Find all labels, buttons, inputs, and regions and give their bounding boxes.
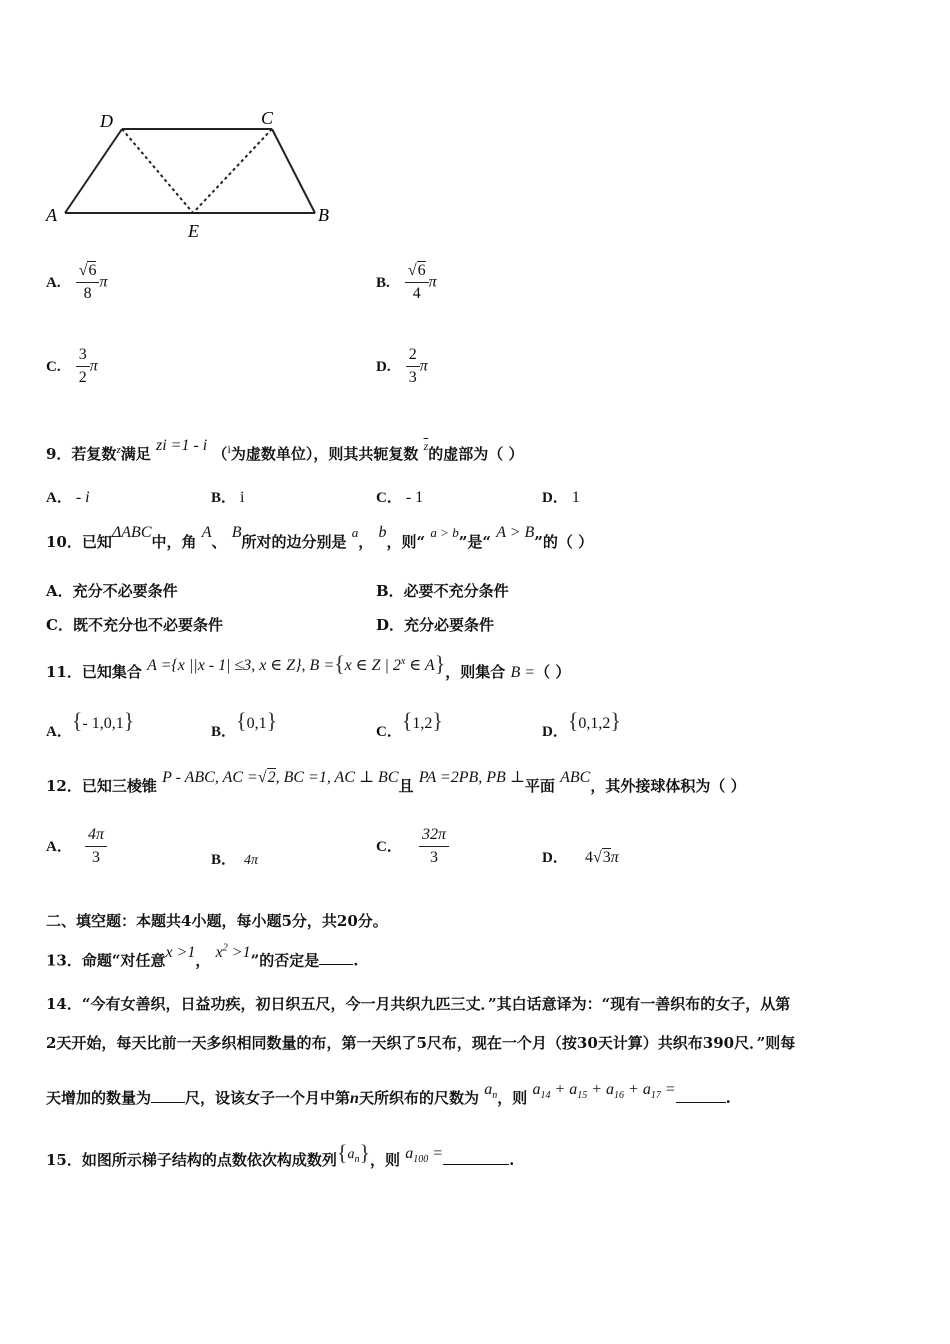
q9-option-b[interactable]: B． i — [211, 489, 245, 506]
section-heading: 二、填空题：本题共4小题，每小题5分，共20分。 — [46, 912, 388, 930]
q10-option-a[interactable]: A．充分不必要条件 — [46, 582, 178, 600]
fraction: $\frac{3}{2}$ — [76, 346, 90, 387]
edge-CB — [272, 129, 315, 213]
label-E: E — [188, 221, 199, 241]
label-C: C — [261, 108, 274, 128]
answer-blank[interactable] — [676, 1102, 726, 1103]
q9-option-d[interactable]: D． 1 — [542, 489, 580, 506]
q12-option-a[interactable]: A． $\frac{4\pi}{3}$ — [46, 826, 107, 867]
edge-DE-dashed — [122, 129, 193, 213]
q14-line1: 14．“今有女善织，日益功疾，初日织五尺，今一月共织九匹三丈．”其白话意译为：“现有一善织布的女子，从第 — [46, 995, 791, 1013]
q14-line2: 2天开始，每天比前一天多织相同数量的布，第一天织了5尺布，现在一个月（按30天计算）共织布390尺．”则每 — [46, 1034, 796, 1052]
q9-stem: 9．若复数$^z$满足 zi =1 - i （$^i$为虚数单位），则其共轭复数 $^{\overline{z}}$的虚部为（ ） — [46, 437, 524, 463]
label-A: A — [46, 205, 57, 225]
q15-stem: 15．如图所示梯子结构的点数依次构成数列$\{a_n\}$，则 $a_{100}$ = . — [46, 1140, 515, 1169]
q8-option-a[interactable]: A. $\frac{√6}{8}$ π — [46, 262, 108, 302]
answer-blank[interactable] — [443, 1164, 509, 1165]
fraction: $\frac{2}{3}$ — [406, 346, 420, 387]
q12-stem: 12．已知三棱锥 P - ABC, AC =√2, BC =1, AC ⊥ BC且 PA =2PB, PB ⊥平面 ABC，其外接球体积为（ ） — [46, 769, 746, 795]
q10-option-b[interactable]: B．必要不充分条件 — [376, 582, 509, 600]
q12-option-d[interactable]: D． 4√3π — [542, 849, 619, 866]
q8-option-b[interactable]: B. $\frac{√6}{4}$ π — [376, 262, 437, 302]
q11-option-b[interactable]: B．{0,1} — [211, 708, 278, 740]
label-B: B — [318, 205, 329, 225]
edge-AD — [65, 129, 122, 213]
fraction: $\frac{√6}{8}$ — [76, 262, 100, 303]
q11-option-a[interactable]: A．{- 1,0,1} — [46, 708, 135, 740]
q10-option-c[interactable]: C．既不充分也不必要条件 — [46, 616, 223, 634]
q14-line3: 天增加的数量为 尺，设该女子一个月中第n天所织布的尺数为 $a_n$，则 $a_{14} + a_{15} + a_{16} + a_{17}$ = . — [46, 1081, 731, 1107]
label-D: D — [100, 111, 113, 131]
q9-option-a[interactable]: A． - i — [46, 489, 90, 506]
q11-stem: 11．已知集合 A ={x ||x - 1| ≤3, x ∈ Z}, B ={x ∈ Z | 2$^x$ ∈ A}，则集合 B =（ ） — [46, 651, 571, 681]
q8-option-d[interactable]: D. $\frac{2}{3}$ π — [376, 346, 428, 386]
q9-option-c[interactable]: C． - 1 — [376, 489, 424, 506]
answer-blank[interactable] — [151, 1102, 185, 1103]
q11-option-d[interactable]: D．{0,1,2} — [542, 708, 621, 740]
q11-option-c[interactable]: C．{1,2} — [376, 708, 443, 740]
q12-option-c[interactable]: C． $\frac{32\pi}{3}$ — [376, 826, 449, 867]
q12-option-b[interactable]: B． 4π — [211, 852, 259, 868]
edge-CE-dashed — [193, 129, 272, 213]
q10-stem: 10．已知ΔABC中，角 A、 B所对的边分别是 a， b，则“ a > b”是“ A > B”的（ ） — [46, 524, 594, 551]
trapezoid-figure — [40, 100, 350, 245]
fraction: $\frac{√6}{4}$ — [405, 262, 429, 303]
q8-option-c[interactable]: C. $\frac{3}{2}$ π — [46, 346, 98, 386]
q13-stem: 13．命题“对任意x >1， $x^2 >1$”的否定是 . — [46, 943, 359, 970]
answer-blank[interactable] — [319, 964, 353, 965]
q10-option-d[interactable]: D．充分必要条件 — [376, 616, 495, 634]
